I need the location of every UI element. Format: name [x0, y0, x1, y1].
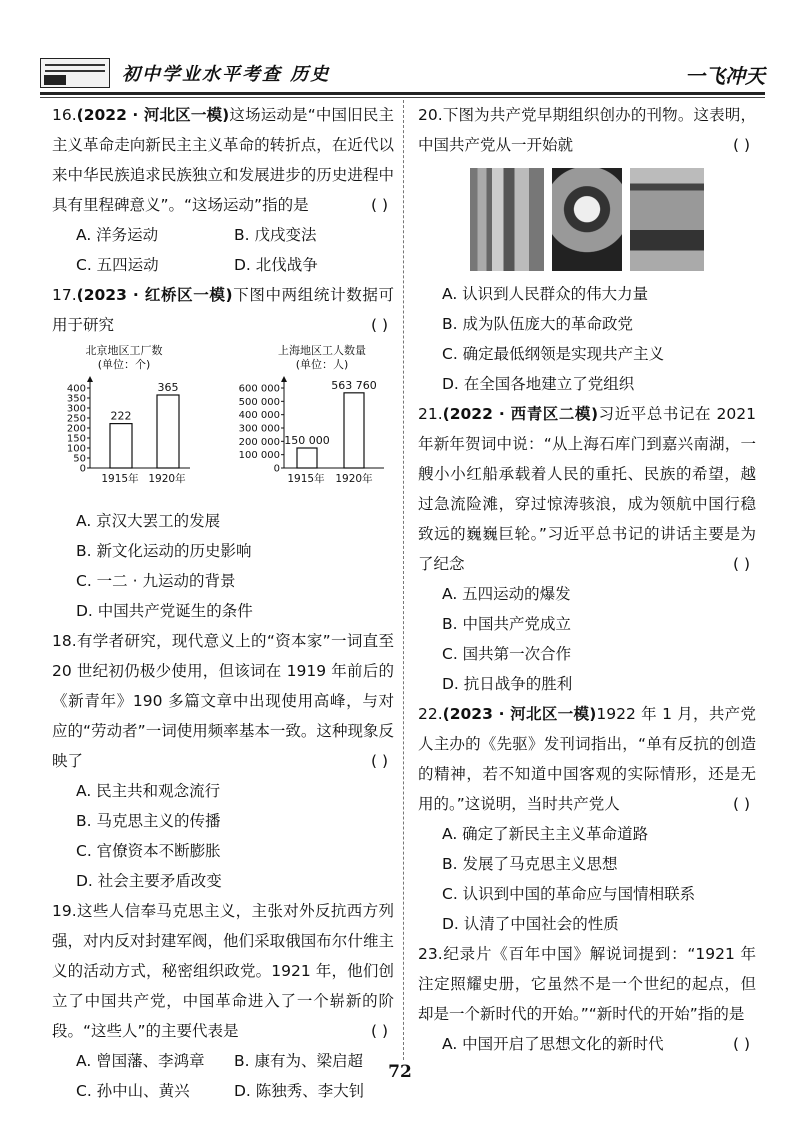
x-tick-label: 1920年 [335, 473, 373, 485]
data-label: 222 [110, 409, 132, 423]
option-a[interactable]: A. 民主共和观念流行 [76, 782, 221, 800]
answer-blank[interactable]: ( ) [370, 196, 388, 214]
question-18: 18.有学者研究，现代意义上的“资本家”一词直至 20 世纪初仍极少使用，但该词在 1919 年前后的《新青年》190 多篇文章中出现使用高峰，与对应的“劳动者”一词使用频率基本一致。这种现象反映了 ( ) A. 民主共和观念流行 B. 马克思主义的传播 C. 官僚资本不断膨胀 D. 社会主要矛盾改变 [52, 626, 394, 896]
option-b[interactable]: B. 成为队伍庞大的革命政党 [442, 315, 633, 333]
option-a[interactable]: A. 洋务运动 [76, 226, 159, 244]
bar [110, 424, 132, 468]
book-logo [40, 58, 110, 88]
chart-title: 北京地区工厂数 [85, 344, 163, 357]
y-tick-label: 600 000 [238, 383, 280, 395]
option-a[interactable]: A. 认识到人民群众的伟大力量 [442, 285, 649, 303]
option-a[interactable]: A. 京汉大罢工的发展 [76, 512, 221, 530]
option-c[interactable]: C. 一二 · 九运动的背景 [76, 572, 236, 590]
answer-blank[interactable]: ( ) [732, 555, 750, 573]
y-tick-label: 0 [273, 463, 280, 475]
magazine-cover-image [552, 168, 622, 271]
y-tick-label: 300 [66, 403, 86, 415]
option-c[interactable]: C. 孙中山、黄兴 [76, 1082, 190, 1100]
y-tick-label: 400 [66, 383, 86, 395]
brand-logo: 一飞冲天 [685, 64, 765, 88]
column-divider [403, 100, 404, 1060]
option-d[interactable]: D. 认清了中国社会的性质 [442, 915, 619, 933]
y-tick-label: 50 [73, 453, 86, 465]
page-header [40, 58, 765, 88]
y-axis-arrow [87, 376, 93, 382]
question-23: 23.纪录片《百年中国》解说词提到：“1921 年注定照耀史册，它虽然不是一个世纪的起点，但却是一个新时代的开始。”“新时代的开始”指的是 ( ) A. 中国开启了思想文化的新时代 [418, 939, 756, 1059]
option-b[interactable]: B. 戊戌变法 [234, 226, 317, 244]
data-label: 365 [157, 381, 179, 394]
question-22: 22.(2023 · 河北区一模)1922 年 1 月，共产党人主办的《先驱》发刊词指出，“单有反抗的创造的精神，若不知道中国客观的实际情形，还是无用的。”这说明，当时共产党人 ( ) A. 确定了新民主主义革命道路 B. 发展了马克思主义思想 C. 认识到中国的革命应与国情相联系 D. 认清了中国社会的性质 [418, 699, 756, 939]
option-c[interactable]: C. 五四运动 [76, 256, 159, 274]
y-tick-label: 500 000 [238, 396, 280, 408]
y-tick-label: 350 [66, 393, 86, 405]
question-17: 17.(2023 · 红桥区一模)下图中两组统计数据可用于研究 ( ) 北京地区工厂数 (单位：个) 400 350 300 250 200 150 100 50 0 222 1915年 365 1920年 上海地区工人数量 (单位：人) 600 000 500 000 400 000 300 000 200 000 100 000 0 150 000 1915年 563 760 1920年 A. 京汉大罢工的发展 B. 新文化运动的历史影响 C. 一二 · 九运动的背景 D. 中国共产党诞生的条件 [52, 280, 394, 626]
y-tick-label: 200 000 [238, 436, 280, 448]
option-c[interactable]: C. 认识到中国的革命应与国情相联系 [442, 885, 696, 903]
left-column [52, 100, 394, 1106]
chart-title: 上海地区工人数量 [278, 344, 366, 357]
y-tick-label: 0 [79, 463, 86, 475]
header-rule-thin [40, 97, 765, 98]
data-label: 150 000 [284, 434, 330, 447]
options [52, 220, 394, 280]
y-axis-arrow [281, 376, 287, 382]
answer-blank[interactable]: ( ) [370, 316, 388, 334]
option-a[interactable]: A. 中国开启了思想文化的新时代 [442, 1035, 664, 1053]
magazine-cover-image [470, 168, 544, 271]
chart-unit: (单位：人) [295, 358, 349, 371]
answer-blank[interactable]: ( ) [370, 752, 388, 770]
publication-photos [470, 168, 756, 271]
y-tick-label: 100 000 [238, 450, 280, 462]
option-d[interactable]: D. 中国共产党诞生的条件 [76, 602, 253, 620]
option-d[interactable]: D. 北伐战争 [234, 256, 318, 274]
page-number: 72 [388, 1062, 412, 1082]
option-c[interactable]: C. 国共第一次合作 [442, 645, 572, 663]
bar-charts [52, 342, 394, 502]
y-tick-label: 150 [66, 433, 86, 445]
option-b[interactable]: B. 新文化运动的历史影响 [76, 542, 252, 560]
question-21: 21.(2022 · 西青区二模)习近平总书记在 2021 年新年贺词中说：“从上海石库门到嘉兴南湖，一艘小小红船承载着人民的重托、民族的希望，越过急流险滩，穿过惊涛骇浪，成为领航中国行稳致远的巍巍巨轮。”习近平总书记的讲话主要是为了纪念 ( ) A. 五四运动的爆发 B. 中国共产党成立 C. 国共第一次合作 D. 抗日战争的胜利 [418, 399, 756, 699]
header-rule [40, 92, 765, 95]
option-b[interactable]: B. 康有为、梁启超 [234, 1052, 363, 1070]
y-tick-label: 300 000 [238, 423, 280, 435]
right-column [418, 100, 756, 1059]
magazine-cover-image [630, 168, 704, 271]
bar [297, 448, 317, 468]
option-c[interactable]: C. 官僚资本不断膨胀 [76, 842, 221, 860]
answer-blank[interactable]: ( ) [370, 1022, 388, 1040]
y-tick-label: 100 [66, 443, 86, 455]
question-19: 19.这些人信奉马克思主义，主张对外反抗西方列强，对内反对封建军阀，他们采取俄国布尔什维主义的活动方式，秘密组织政党。1921 年，他们创立了中国共产党，中国革命进入了一个崭新的阶段。“这些人”的主要代表是 ( ) A. 曾国藩、李鸿章 B. 康有为、梁启超 C. 孙中山、黄兴 D. 陈独秀、李大钊 [52, 896, 394, 1106]
x-tick-label: 1915年 [287, 473, 325, 485]
option-d[interactable]: D. 社会主要矛盾改变 [76, 872, 222, 890]
answer-blank[interactable]: ( ) [732, 1035, 750, 1053]
option-d[interactable]: D. 抗日战争的胜利 [442, 675, 573, 693]
x-tick-label: 1915年 [101, 473, 139, 485]
option-b[interactable]: B. 马克思主义的传播 [76, 812, 221, 830]
option-c[interactable]: C. 确定最低纲领是实现共产主义 [442, 345, 665, 363]
option-d[interactable]: D. 在全国各地建立了党组织 [442, 375, 635, 393]
answer-blank[interactable]: ( ) [732, 795, 750, 813]
option-a[interactable]: A. 曾国藩、李鸿章 [76, 1052, 205, 1070]
option-b[interactable]: B. 中国共产党成立 [442, 615, 571, 633]
y-tick-label: 400 000 [238, 410, 280, 422]
statistics-charts [52, 342, 394, 502]
x-tick-label: 1920年 [148, 473, 186, 485]
y-tick-label: 200 [66, 423, 86, 435]
question-20: 20.下图为共产党早期组织创办的刊物。这表明，中国共产党从一开始就 ( ) A. 认识到人民群众的伟大力量 B. 成为队伍庞大的革命政党 C. 确定最低纲领是实现共产主义 D. 在全国各地建立了党组织 [418, 100, 756, 399]
y-tick-label: 250 [66, 413, 86, 425]
bar [157, 395, 179, 468]
question-16: 16.(2022 · 河北区一模)这场运动是“中国旧民主主义革命走向新民主主义革命的转折点，在近代以来中华民族追求民族独立和发展进步的历史进程中具有里程碑意义”。“这场运动”指的是 ( ) A. 洋务运动 B. 戊戌变法 C. 五四运动 D. 北伐战争 [52, 100, 394, 280]
option-a[interactable]: A. 确定了新民主主义革命道路 [442, 825, 649, 843]
option-d[interactable]: D. 陈独秀、李大钊 [234, 1082, 365, 1100]
data-label: 563 760 [331, 378, 377, 392]
option-a[interactable]: A. 五四运动的爆发 [442, 585, 571, 603]
chart-unit: (单位：个) [97, 358, 151, 371]
option-b[interactable]: B. 发展了马克思主义思想 [442, 855, 618, 873]
book-title: 初中学业水平考查 历史 [122, 64, 331, 85]
answer-blank[interactable]: ( ) [732, 136, 750, 154]
bar [344, 393, 364, 468]
